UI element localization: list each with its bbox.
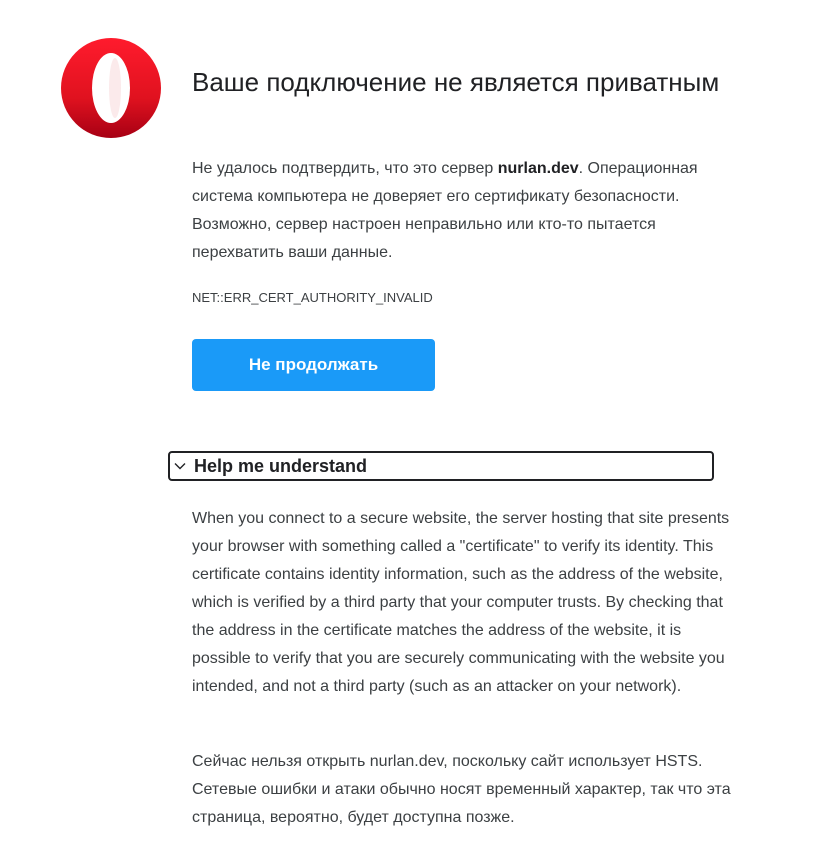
back-to-safety-button[interactable]: Не продолжать xyxy=(192,339,435,391)
help-me-understand-label: Help me understand xyxy=(194,455,368,476)
error-code: NET::ERR_CERT_AUTHORITY_INVALID xyxy=(192,290,433,305)
chevron-down-icon xyxy=(173,459,187,473)
hsts-explanation: Сейчас нельзя открыть nurlan.dev, поскольку сайт использует HSTS. Сетевые ошибки и атаки обычно носят временный характер, так что эта страница, вероятно, будет доступна позже. xyxy=(192,753,731,826)
error-description xyxy=(192,155,722,267)
domain-name: nurlan.dev xyxy=(497,160,579,177)
certificate-explanation: When you connect to a secure website, the server hosting that site presents your browser with something called a "certificate" to verify its identity. This certificate contains identity information, such as the address of the website, which is verified by a third party that your computer trusts. By checking that the address in the certificate matches the address of the website, it is possible to verify that you are securely communicating with the website you intended, and not a third party (such as an attacker on your network). xyxy=(192,510,730,695)
opera-logo-icon xyxy=(61,38,161,138)
description-text-after: . Операционная система компьютера не доверяет его сертификату безопасности. Возможно, сервер настроен неправильно или кто-то пытается перехватить ваши данные. xyxy=(192,160,698,261)
page-title: Ваше подключение не является приватным xyxy=(192,67,720,97)
help-me-understand-toggle[interactable] xyxy=(168,451,714,481)
description-text-before: Не удалось подтвердить, что это сервер xyxy=(192,160,498,177)
